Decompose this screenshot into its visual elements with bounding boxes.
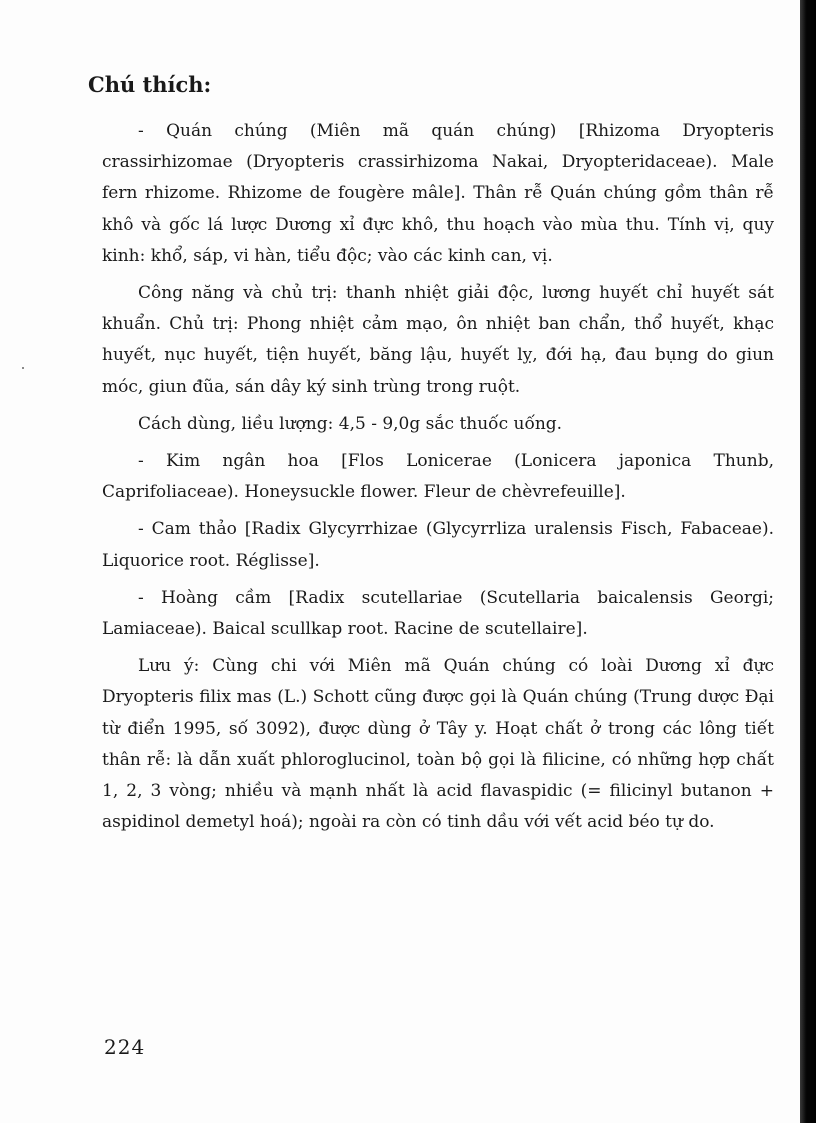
scan-speck xyxy=(22,367,24,369)
page-number: 224 xyxy=(104,1035,146,1059)
paragraph-cam-thao: - Cam thảo [Radix Glycyrrhizae (Glycyrrliza uralensis Fisch, Fabaceae). Liquorice root. Réglisse]. xyxy=(102,519,774,571)
body-text xyxy=(102,116,774,844)
paragraph-cong-nang: Công năng và chủ trị: thanh nhiệt giải độc, lương huyết chỉ huyết sát khuẩn. Chủ trị: Phong nhiệt cảm mạo, ôn nhiệt ban chẩn, thổ huyết, khạc huyết, nục huyết, tiện huyết, băng lậu, huyết lỵ, đới hạ, đau bụng do giun móc, giun đũa, sán dây ký sinh trùng trong ruột. xyxy=(102,283,774,397)
paragraph-cach-dung: Cách dùng, liều lượng: 4,5 - 9,0g sắc thuốc uống. xyxy=(138,413,563,434)
paragraph-quan-chung: - Quán chúng (Miên mã quán chúng) [Rhizoma Dryopteris crassirhizomae (Dryopteris crassirhizoma Nakai, Dryopteridaceae). Male fern rhizome. Rhizome de fougère mâle]. Thân rễ Quán chúng gồm thân rễ khô và gốc lá lược Dương xỉ đực khô, thu hoạch vào mùa thu. Tính vị, quy kinh: khổ, sáp, vi hàn, tiểu độc; vào các kinh can, vị. xyxy=(102,121,774,266)
book-spine-shadow xyxy=(800,0,816,1123)
section-heading: Chú thích: xyxy=(88,72,212,97)
paragraph-hoang-cam: - Hoàng cầm [Radix scutellariae (Scutellaria baicalensis Georgi; Lamiaceae). Baical scullkap root. Racine de scutellaire]. xyxy=(102,587,774,640)
paragraph-kim-ngan-hoa: - Kim ngân hoa [Flos Lonicerae (Lonicera japonica Thunb, Caprifoliaceae). Honeysuckle flower. Fleur de chèvrefeuille]. xyxy=(102,451,774,503)
paragraph-luu-y: Lưu ý: Cùng chi với Miên mã Quán chúng có loài Dương xỉ đực Dryopteris filix mas (L.) Schott cũng được gọi là Quán chúng (Trung dược Đại từ điển 1995, số 3092), được dùng ở Tây y. Hoạt chất ở trong các lông tiết thân rễ: là dẫn xuất phloroglucinol, toàn bộ gọi là filicine, có những hợp chất 1, 2, 3 vòng; nhiều và mạnh nhất là acid flavaspidic (= filicinyl butanon + aspidinol demetyl hoá); ngoài ra còn có tinh dầu với vết acid béo tự do. xyxy=(102,656,774,833)
